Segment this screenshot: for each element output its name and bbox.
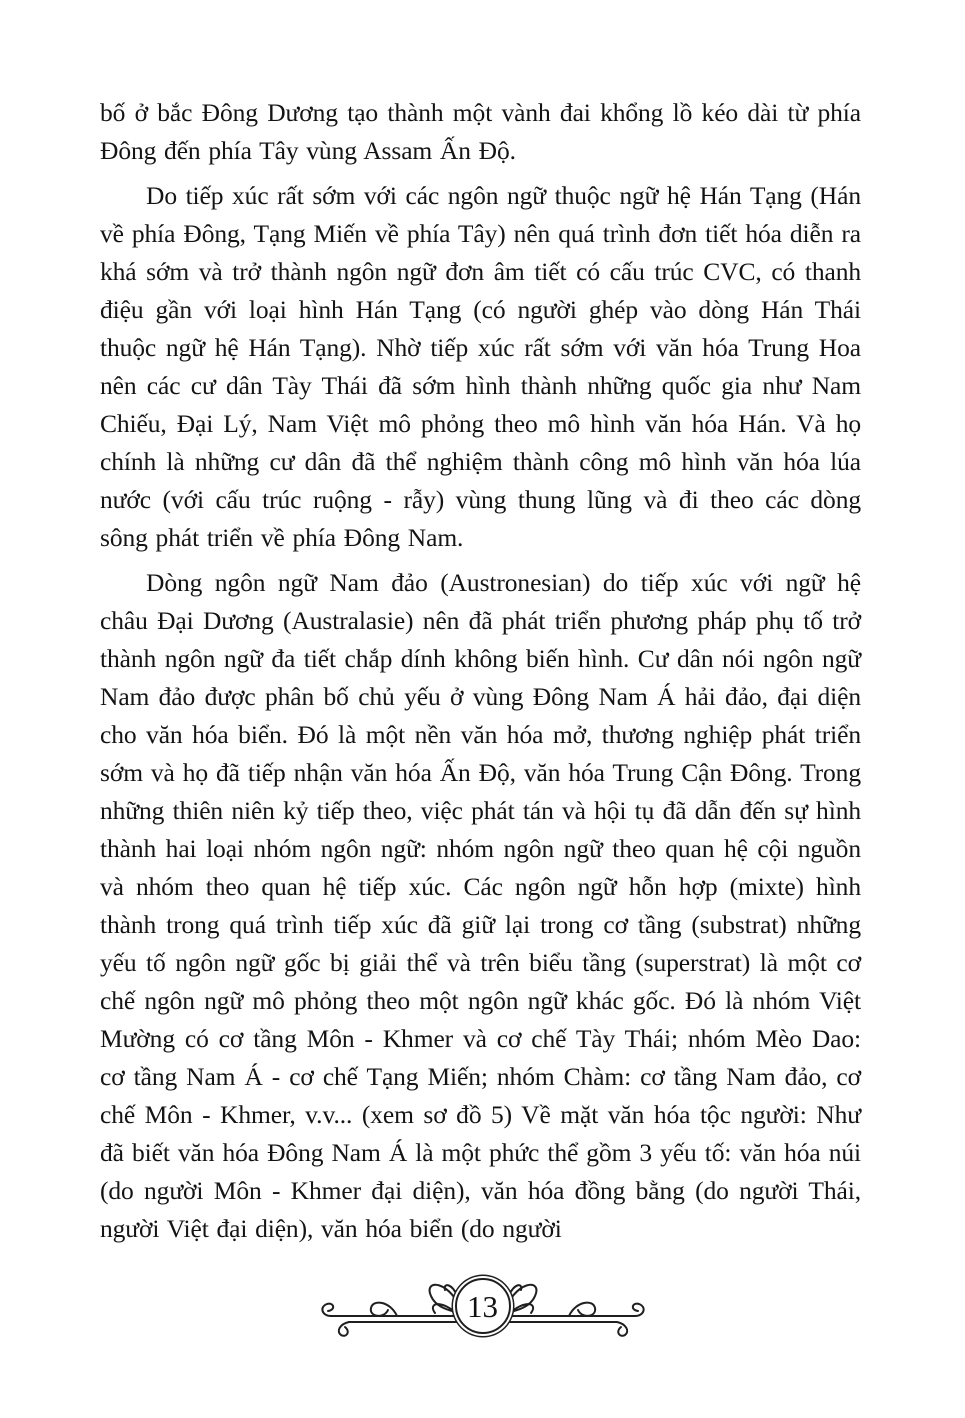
paragraph-han-tang: Do tiếp xúc rất sớm với các ngôn ngữ thuộc ngữ hệ Hán Tạng (Hán về phía Đông, Tạng Miến về phía Tây) nên quá trình đơn tiết hóa diễn ra khá sớm và trở thành ngôn ngữ đơn âm tiết có cấu trúc CVC, có thanh điệu gần với loại hình Hán Tạng (có người ghép vào dòng Hán Thái thuộc ngữ hệ Hán Tạng). Nhờ tiếp xúc rất sớm với văn hóa Trung Hoa nên các cư dân Tày Thái đã sớm hình thành những quốc gia như Nam Chiếu, Đại Lý, Nam Việt mô phỏng theo mô hình văn hóa Hán. Và họ chính là những cư dân đã thể nghiệm thành công mô hình văn hóa lúa nước (với cấu trúc ruộng - rẫy) vùng thung lũng và đi theo các dòng sông phát triển về phía Đông Nam. <box>100 181 861 552</box>
paragraph-nam-dao: Dòng ngôn ngữ Nam đảo (Austronesian) do tiếp xúc với ngữ hệ châu Đại Dương (Australasie) nên đã phát triển phương pháp phụ tố trở thành ngôn ngữ đa tiết chắp dính không biến hình. Cư dân nói ngôn ngữ Nam đảo được phân bố chủ yếu ở vùng Đông Nam Á hải đảo, đại diện cho văn hóa biển. Đó là một nền văn hóa mở, thương nghiệp phát triển sớm và họ đã tiếp nhận văn hóa Ấn Độ, văn hóa Trung Cận Đông. Trong những thiên niên kỷ tiếp theo, việc phát tán và hội tụ đã dẫn đến sự hình thành hai loại nhóm ngôn ngữ: nhóm ngôn ngữ theo quan hệ cội nguồn và nhóm theo quan hệ tiếp xúc. Các ngôn ngữ hỗn hợp (mixte) hình thành trong quá trình tiếp xúc đã giữ lại trong cơ tầng (substrat) những yếu tố ngôn ngữ gốc bị giải thể và trên biểu tầng (superstrat) là một cơ chế ngôn ngữ mô phỏng theo một ngôn ngữ khác gốc. Đó là nhóm Việt Mường có cơ tầng Môn - Khmer và cơ chế Tày Thái; nhóm Mèo Dao: cơ tầng Nam Á - cơ chế Tạng Miến; nhóm Chàm: cơ tầng Nam đảo, cơ chế Môn - Khmer, v.v... (xem sơ đồ 5) Về mặt văn hóa tộc người: Như đã biết văn hóa Đông Nam Á là một phức thể gồm 3 yếu tố: văn hóa núi (do người Môn - Khmer đại diện), văn hóa đồng bằng (do người Thái, người Việt đại diện), văn hóa biển (do người <box>100 568 861 1243</box>
flourish-left-icon <box>315 1266 465 1346</box>
page-number-circle <box>455 1278 511 1334</box>
page-footer <box>0 1266 965 1346</box>
page-text <box>100 94 861 1248</box>
paragraph-continuation: bố ở bắc Đông Dương tạo thành một vành đai khổng lồ kéo dài từ phía Đông đến phía Tây vùng Assam Ấn Độ. <box>100 98 861 165</box>
flourish-right-icon <box>501 1266 651 1346</box>
page-number: 13 <box>467 1288 498 1324</box>
